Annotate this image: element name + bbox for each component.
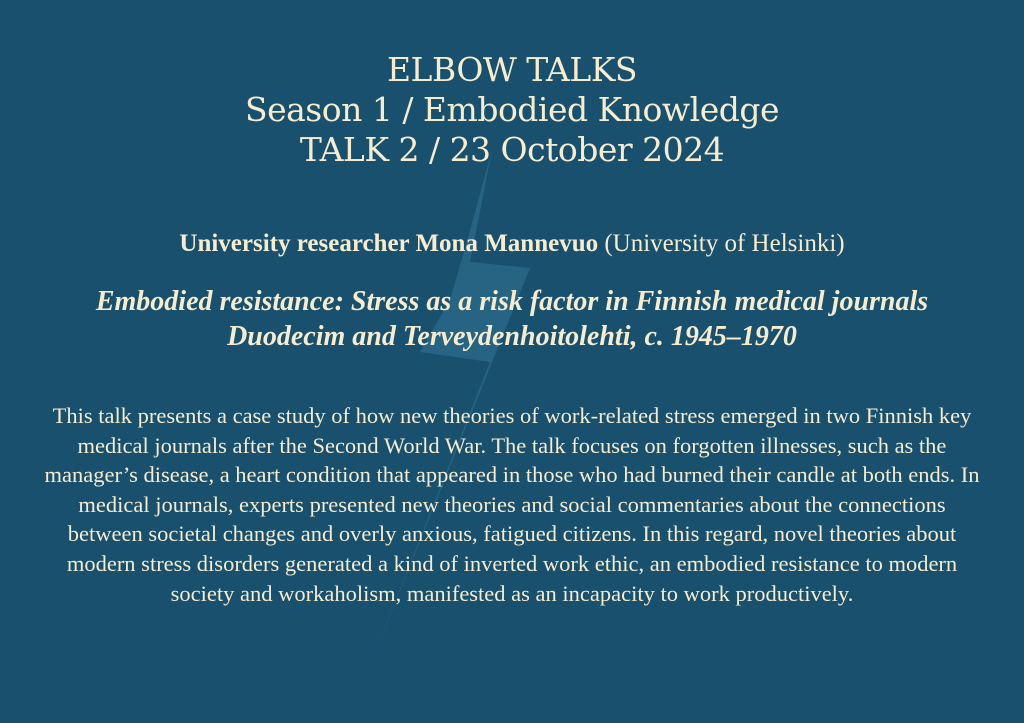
talk-title: Embodied resistance: Stress as a risk factor in Finnish medical journals Duodecim and Terveydenhoitolehti, c. 1945–1970 [95, 286, 929, 352]
event-header [0, 50, 1024, 170]
season-title: Season 1 / Embodied Knowledge [244, 90, 780, 129]
speaker-line [0, 228, 1024, 260]
talk-date: TALK 2 / 23 October 2024 [299, 130, 725, 169]
speaker-affiliation: (University of Helsinki) [604, 230, 845, 257]
talk-abstract: This talk presents a case study of how new theories of work-related stress emerged in two Finnish key medical journals after the Second World War. The talk focuses on forgotten illnesses, such as the manager’s disease, a heart condition that appeared in those who had burned their candle at both ends. In medical journals, experts presented new theories and social commentaries about the connections between societal changes and overly anxious, fatigued citizens. In this regard, novel theories about modern stress disorders generated a kind of inverted work ethic, an embodied resistance to modern society and workaholism, manifested as an incapacity to work productively. [44, 403, 980, 606]
speaker-name: University researcher Mona Mannevuo [179, 230, 599, 257]
series-title: ELBOW TALKS [386, 50, 638, 89]
